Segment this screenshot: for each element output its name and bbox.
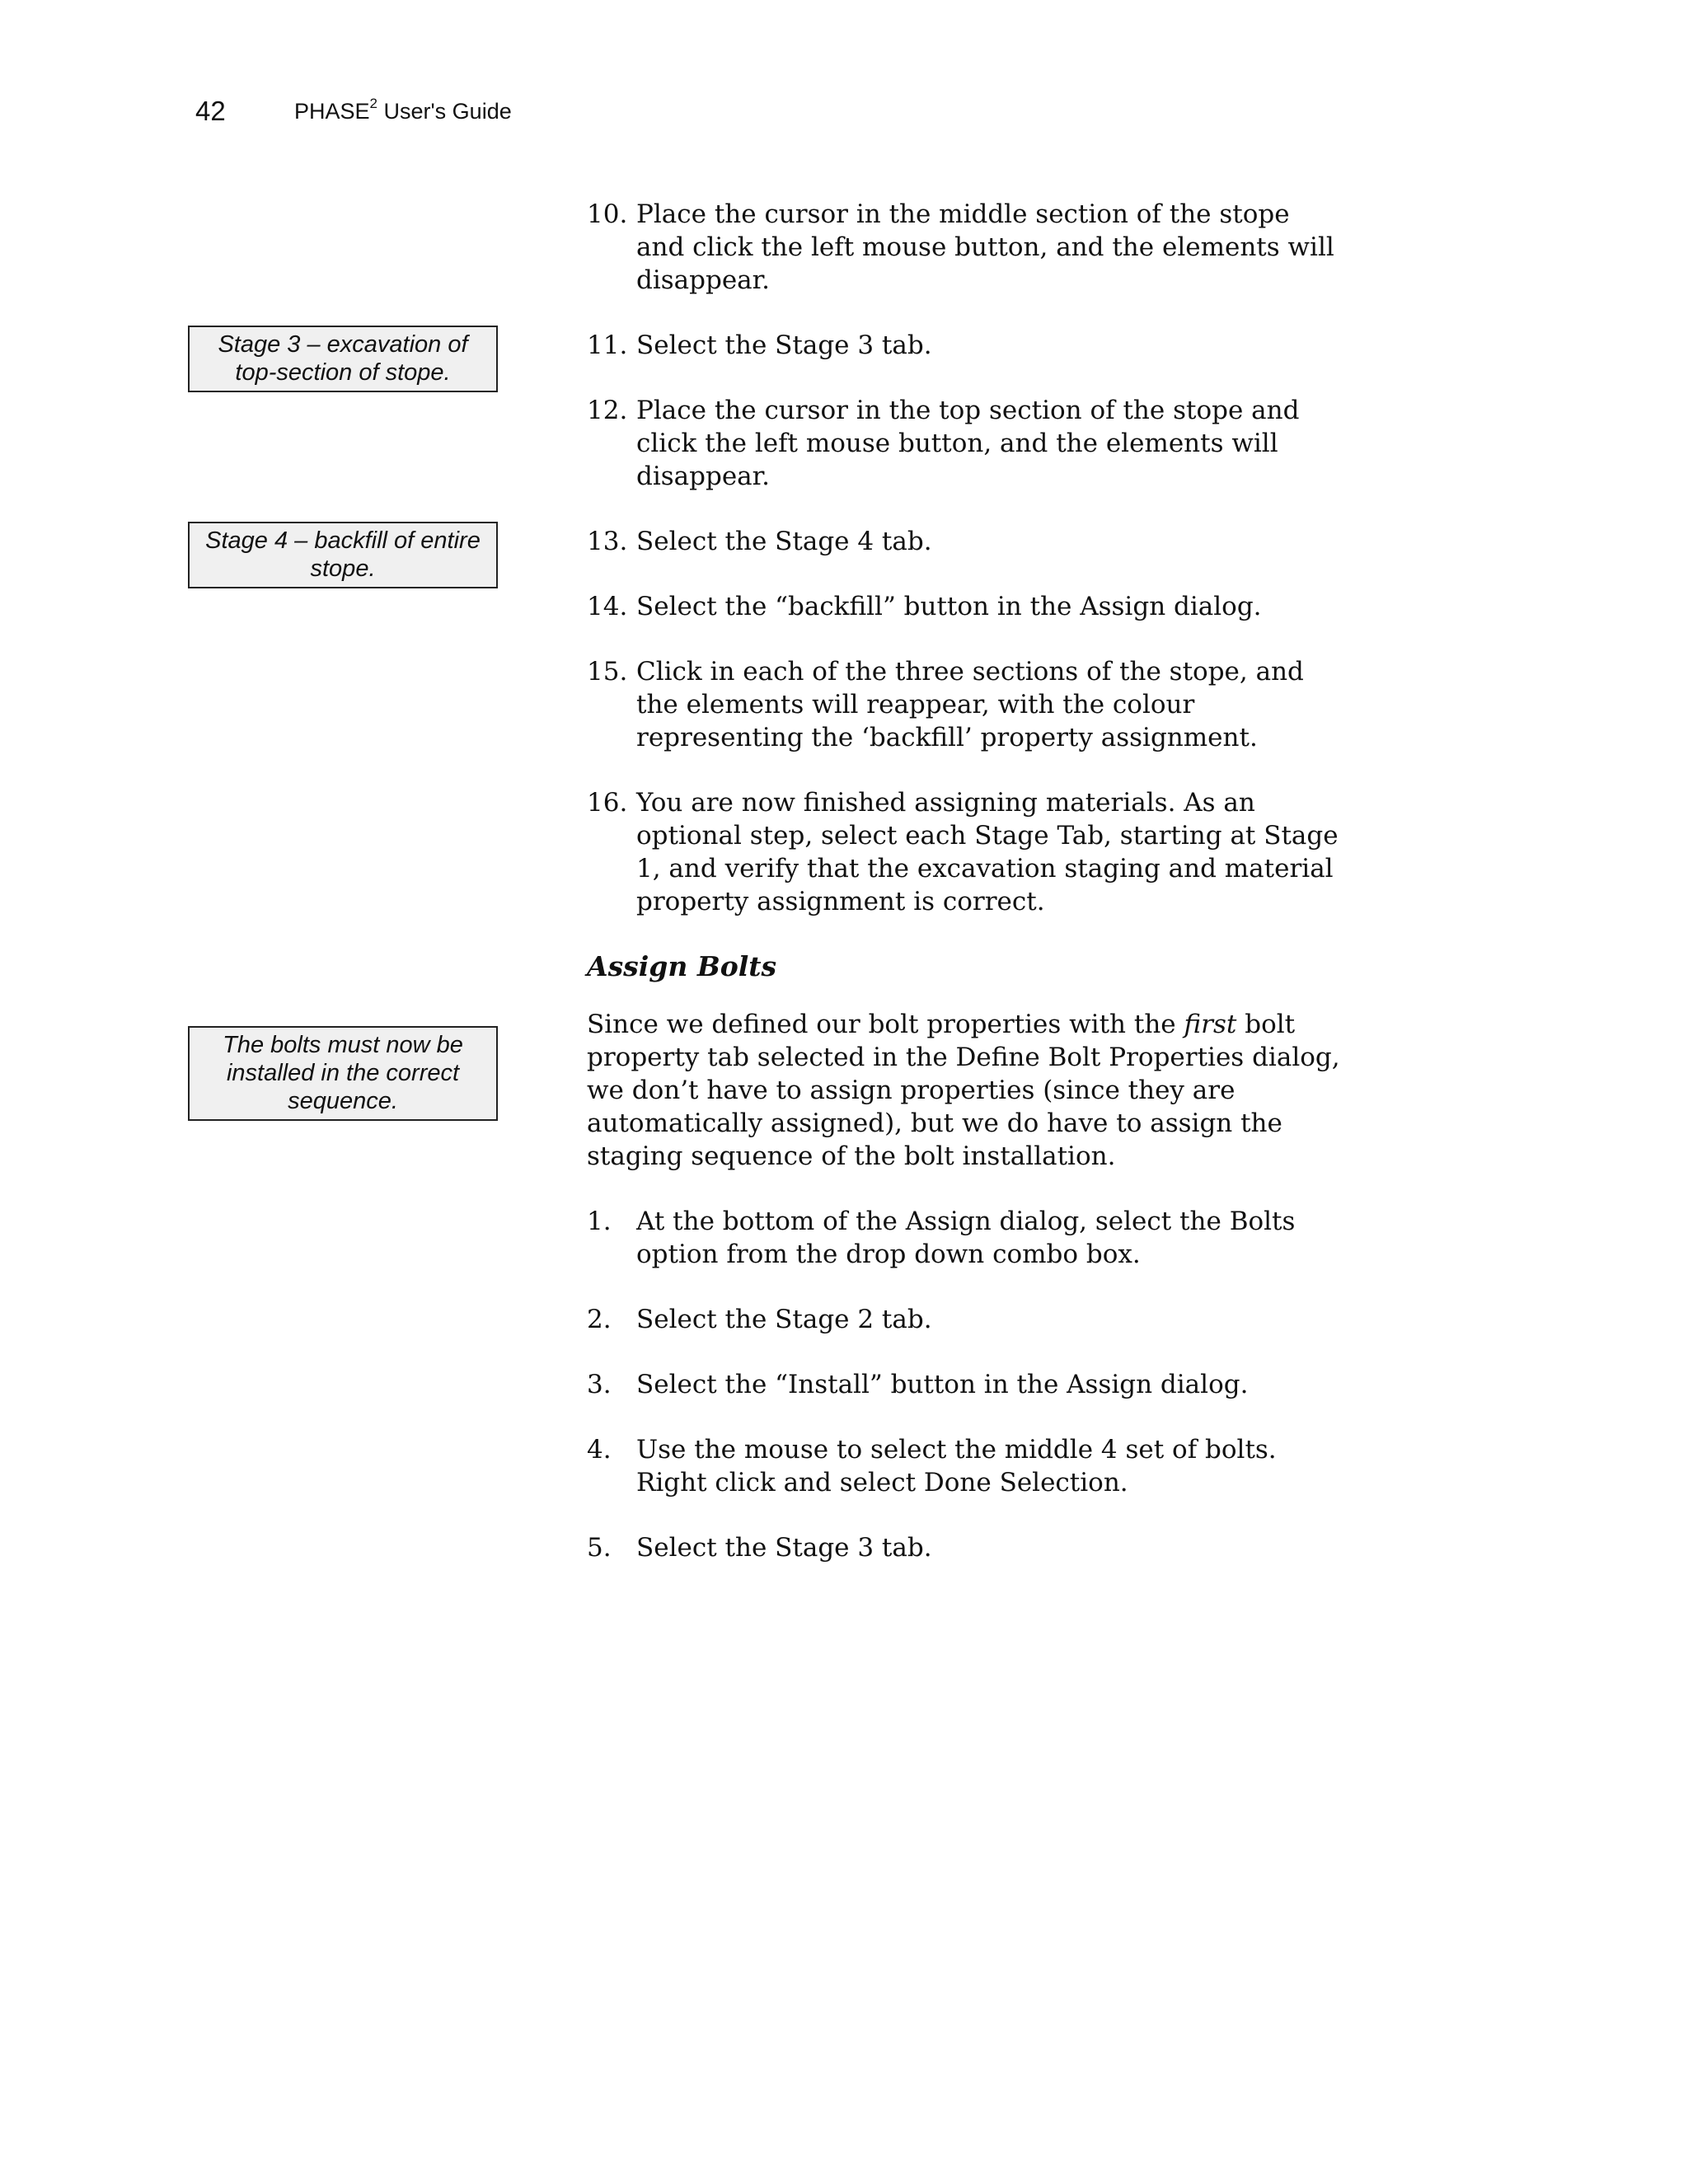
- step-text: Select the “backfill” button in the Assign dialog.: [636, 592, 1262, 621]
- sidebar-note-stage-3: Stage 3 – excavation of top-section of stope.: [188, 326, 498, 392]
- step-text: Place the cursor in the top section of the stope and click the left mouse button, and the elements will disappear.: [636, 396, 1300, 491]
- step-text: You are now finished assigning materials. As an optional step, select each Stage Tab, starting at Stage 1, and verify that the excavation staging and material property assignment is correct.: [636, 788, 1339, 916]
- step-number: 2.: [587, 1305, 612, 1334]
- step-text: Use the mouse to select the middle 4 set of bolts. Right click and select Done Selection.: [636, 1435, 1277, 1497]
- list-item: [587, 1433, 1345, 1499]
- step-number: 3.: [587, 1370, 612, 1399]
- section-intro: [587, 1008, 1345, 1173]
- list-item: [587, 1303, 1345, 1336]
- step-number: 16.: [587, 788, 628, 818]
- list-item: [587, 655, 1345, 754]
- page-number: 42: [195, 96, 226, 126]
- running-title-main: PHASE: [294, 99, 370, 124]
- step-number: 10.: [587, 199, 628, 229]
- step-number: 13.: [587, 527, 628, 556]
- step-number: 14.: [587, 592, 628, 621]
- page-header: [195, 96, 1184, 137]
- running-title-rest: User's Guide: [377, 99, 512, 124]
- step-number: 4.: [587, 1435, 612, 1465]
- list-item: [587, 525, 1345, 558]
- list-item: [587, 786, 1345, 918]
- intro-text-before: Since we defined our bolt properties with the: [587, 1010, 1184, 1039]
- list-item: [587, 1531, 1345, 1564]
- list-item: [587, 1205, 1345, 1271]
- intro-emphasis: first: [1184, 1010, 1237, 1039]
- list-item: [587, 329, 1345, 362]
- material-steps-list: [587, 198, 1345, 918]
- step-number: 11.: [587, 330, 628, 360]
- step-number: 15.: [587, 657, 628, 687]
- bolt-steps-list: [587, 1205, 1345, 1564]
- sidebar-note-bolts: The bolts must now be installed in the correct sequence.: [188, 1026, 498, 1121]
- list-item: [587, 198, 1345, 297]
- section-heading: Assign Bolts: [587, 950, 777, 982]
- step-text: At the bottom of the Assign dialog, select the Bolts option from the drop down combo box.: [636, 1207, 1296, 1269]
- step-text: Select the Stage 3 tab.: [636, 1533, 932, 1563]
- main-content: [587, 198, 1345, 1596]
- step-number: 5.: [587, 1533, 612, 1563]
- step-number: 1.: [587, 1207, 612, 1236]
- running-title: [294, 96, 512, 124]
- list-item: [587, 394, 1345, 493]
- intro-text-after: bolt property tab selected in the Define Bolt Properties dialog, we don’t have to assign properties (since they are automatically assigned), but we do have to assign the staging sequence of the bolt installation.: [587, 1010, 1340, 1171]
- list-item: [587, 1368, 1345, 1401]
- sidebar-note-stage-4: Stage 4 – backfill of entire stope.: [188, 522, 498, 588]
- list-item: [587, 590, 1345, 623]
- step-text: Select the Stage 3 tab.: [636, 330, 932, 360]
- step-number: 12.: [587, 396, 628, 425]
- step-text: Select the Stage 2 tab.: [636, 1305, 932, 1334]
- step-text: Click in each of the three sections of the stope, and the elements will reappear, with the colour representing the ‘backfill’ property assignment.: [636, 657, 1304, 752]
- running-title-superscript: 2: [369, 96, 378, 111]
- step-text: Place the cursor in the middle section of the stope and click the left mouse button, and the elements will disappear.: [636, 199, 1334, 295]
- step-text: Select the Stage 4 tab.: [636, 527, 932, 556]
- step-text: Select the “Install” button in the Assign dialog.: [636, 1370, 1249, 1399]
